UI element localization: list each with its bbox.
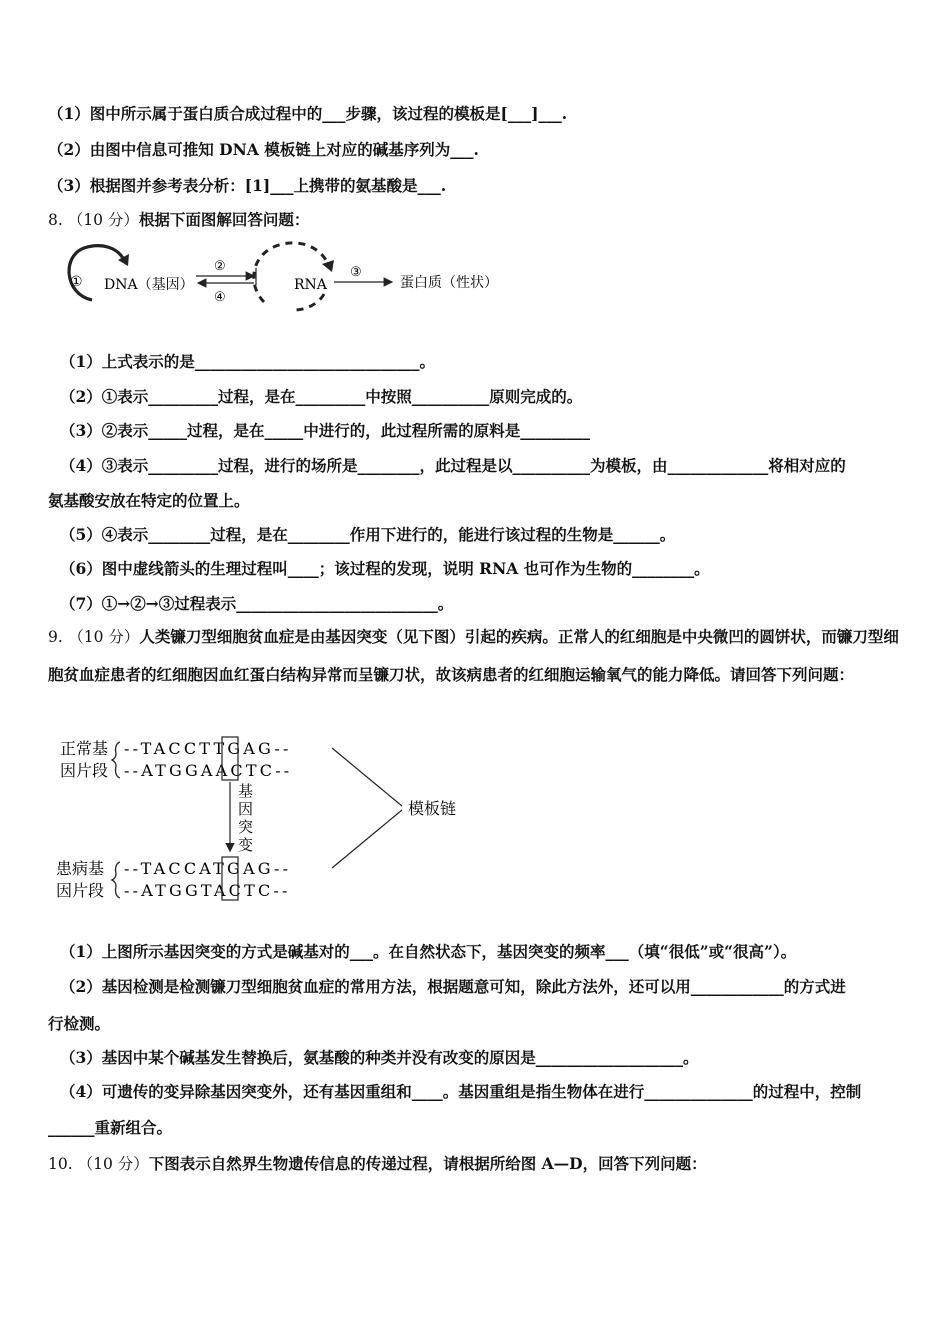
q10-header: [48, 1152, 707, 1174]
rna-label: RNA: [294, 277, 327, 293]
q8-sub-5: （5）④表示________过程，是在________作用下进行的，能进行该过程的生物是______。: [60, 525, 676, 544]
q9-number: 9.: [48, 628, 63, 646]
mutant-label-2: 因片段: [56, 881, 105, 900]
q10-number: 10.: [48, 1155, 73, 1173]
normal-label-1: 正常基: [60, 739, 109, 758]
dna-label: DNA（基因）: [104, 277, 194, 293]
label-circle-4: ④: [214, 290, 226, 305]
template-label: 模板链: [408, 799, 457, 818]
q8-stem: 根据下面图解回答问题：: [138, 210, 310, 229]
q8-sub-4b: 氨基酸安放在特定的位置上。: [48, 491, 250, 510]
label-circle-1: ①: [70, 274, 83, 290]
q8-sub-7: （7）①→②→③过程表示__________________________。: [60, 594, 454, 613]
mutation-char-1: 基: [238, 782, 254, 800]
q9-sub-2a: （2）基因检测是检测镰刀型细胞贫血症的常用方法，根据题意可知，除此方法外，还可以用____________的方式进: [60, 977, 846, 996]
rna-replication-arrow: [254, 243, 328, 302]
q7-line-3: （3）根据图并参考表分析：[1]___上携带的氨基酸是___.: [48, 176, 447, 195]
q9-sub-1: （1）上图所示基因突变的方式是碱基对的___。在自然状态下，基因突变的频率___（填“很低”或“很高”）。: [60, 942, 797, 961]
mutation-char-2: 因: [238, 800, 254, 818]
q10-score: （10 分）: [77, 1155, 149, 1173]
mutant-label-1: 患病基: [56, 859, 105, 878]
q9-stem: 人类镰刀型细胞贫血症是由基因突变（见下图）引起的疾病。正常人的红细胞是中央微凹的圆饼状，而镰刀型细胞贫血症患者的红细胞因血红蛋白结构异常而呈镰刀状，故该病患者的红细胞运输氧气的能力降低。请回答下列问题：: [48, 627, 899, 684]
q9-score: （10 分）: [68, 628, 140, 646]
mutation-char-3: 突: [238, 818, 254, 836]
q8-sub-1: （1）上式表示的是_____________________________。: [60, 352, 436, 371]
label-circle-2: ②: [214, 259, 226, 274]
mutation-char-4: 变: [238, 836, 254, 854]
normal-top-strand: --TACCTTGAG--: [124, 739, 292, 758]
q8-sub-4a: （4）③表示_________过程，进行的场所是________，此过程是以__________为模板，由_____________将相对应的: [60, 456, 846, 475]
q10-stem: 下图表示自然界生物遗传信息的传递过程，请根据所给图 A—D，回答下列问题：: [148, 1154, 707, 1173]
mutant-bottom-strand: --ATGGTACTC--: [124, 881, 291, 900]
protein-label: 蛋白质（性状）: [400, 275, 498, 291]
q8-header: [48, 208, 309, 230]
q7-line-2: （2）由图中信息可推知 DNA 模板链上对应的碱基序列为___.: [48, 140, 479, 159]
q9-sub-4b: ______重新组合。: [48, 1118, 173, 1137]
q9-sub-4a: （4）可遗传的变异除基因突变外，还有基因重组和____。基因重组是指生物体在进行______________的过程中，控制: [60, 1082, 862, 1101]
normal-bottom-strand: --ATGGAACTC--: [124, 761, 293, 780]
q8-sub-3: （3）②表示_____过程，是在_____中进行的，此过程所需的原料是_________: [60, 421, 591, 440]
q8-sub-2: （2）①表示_________过程，是在_________中按照__________原则完成的。: [60, 387, 583, 406]
template-pointer-top: [332, 748, 402, 806]
q9-sub-2b: 行检测。: [48, 1014, 111, 1033]
q8-score: （10 分）: [67, 211, 139, 229]
template-pointer-bottom: [332, 810, 402, 868]
q8-diagram: [58, 238, 518, 318]
q8-number: 8.: [48, 211, 63, 229]
q9-stem-block: [48, 618, 908, 693]
q9-diagram: [50, 730, 490, 910]
q8-sub-6: （6）图中虚线箭头的生理过程叫____；该过程的发现，说明 RNA 也可作为生物的________。: [60, 559, 710, 578]
q7-line-1: （1）图中所示属于蛋白质合成过程中的___步骤，该过程的模板是[___]___.: [48, 104, 568, 123]
label-circle-3: ③: [350, 265, 362, 280]
mutant-top-strand: --TACCATGAG--: [124, 859, 292, 878]
q9-sub-3: （3）基因中某个碱基发生替换后，氨基酸的种类并没有改变的原因是___________________。: [60, 1048, 699, 1067]
normal-label-2: 因片段: [60, 761, 109, 780]
